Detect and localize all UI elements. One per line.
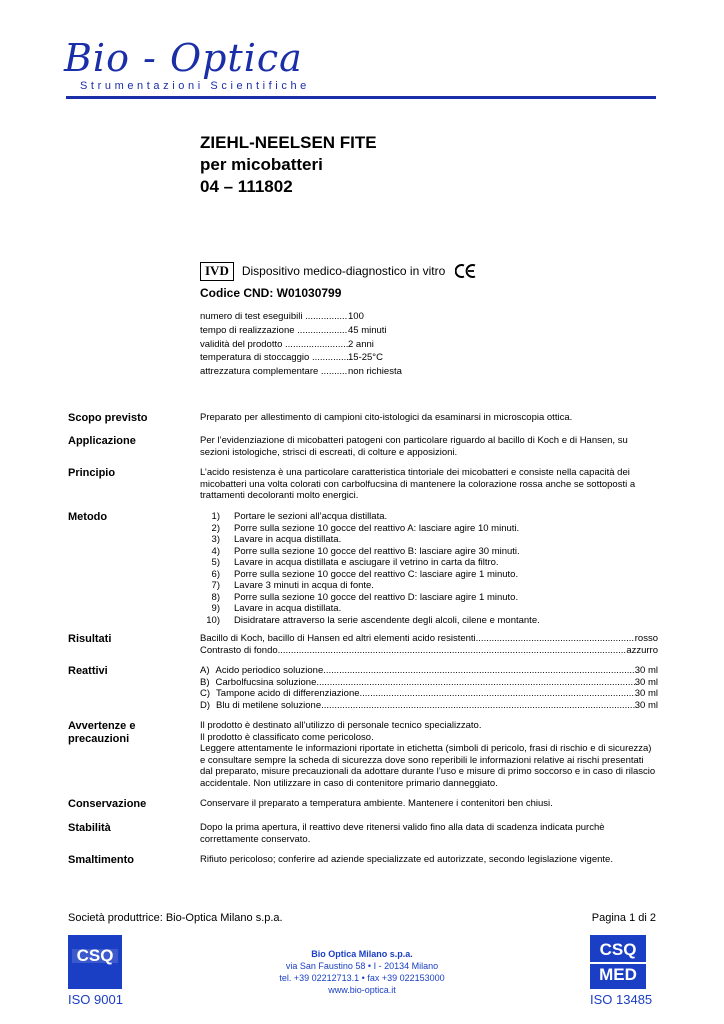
section-body: Il prodotto è destinato all’utilizzo di personale tecnico specializzato. Il prodotto è classificato come pericoloso. Leggere attentamente le informazioni riportate in etichetta (simboli di pericolo, frasi di rischio e di sicurezza) e consultare sempre la scheda di sicurezza dove sono reperibili le informazioni relative ai rischi presentati dal preparato, misure precauzionali da adottare durante l’uso e misure di primo soccorso e in caso di rilascio accidentale. Non utilizzare in caso di contenitore primario danneggiato. bbox=[200, 720, 656, 789]
contact-block bbox=[230, 948, 494, 996]
section-title: Principio bbox=[68, 467, 116, 479]
spec-value: 45 minuti bbox=[348, 324, 387, 336]
spec-value: 2 anni bbox=[348, 338, 374, 350]
method-steps bbox=[200, 511, 658, 626]
reagent-row: D) Blu di metilene soluzione ..... 30 ml bbox=[200, 700, 658, 712]
reagent-row: B) Carbolfucsina soluzione ..... 30 ml bbox=[200, 677, 658, 689]
section-title: Smaltimento bbox=[68, 854, 135, 866]
list-item: 3) Lavare in acqua distillata. bbox=[211, 534, 342, 545]
section-title: Applicazione bbox=[68, 435, 136, 447]
footer-company: Società produttrice: Bio-Optica Milano s.p.a. bbox=[68, 912, 283, 924]
reagent-row: A) Acido periodico soluzione ..... 30 ml bbox=[200, 665, 658, 677]
cnd-code: Codice CND: W01030799 bbox=[200, 286, 342, 300]
ivd-row bbox=[200, 261, 477, 281]
spec-label: numero di test eseguibili ..... bbox=[200, 310, 348, 324]
spec-label: tempo di realizzazione ..... bbox=[200, 324, 348, 338]
med-text: MED bbox=[599, 965, 637, 984]
section-body: Conservare il preparato a temperatura ambiente. Mantenere i contenitori ben chiusi. bbox=[200, 798, 553, 809]
section-title: Avvertenze e precauzioni bbox=[68, 720, 136, 745]
header-divider bbox=[66, 96, 656, 99]
section-body: L’acido resistenza è una particolare caratteristica tintoriale dei micobatteri e consiste nella capacità dei micobatteri una volta colorati con carbolfucsina di mantenere la colorazione rossa anche se sottoposti a trattamenti decoloranti molto energici. bbox=[200, 467, 636, 501]
section-title: Metodo bbox=[68, 511, 108, 523]
contact-address: via San Faustino 58 • I - 20134 Milano bbox=[285, 961, 439, 971]
iso-9001-label: ISO 9001 bbox=[68, 992, 123, 1007]
product-title bbox=[200, 132, 377, 198]
title-line-2: per micobatteri bbox=[200, 155, 323, 174]
spec-label: attrezzatura complementare ..... bbox=[200, 365, 348, 379]
ivd-description: Dispositivo medico-diagnostico in vitro bbox=[241, 264, 446, 278]
result-row: Contrasto di fondo ..... azzurro bbox=[200, 645, 658, 657]
reagents-list bbox=[200, 665, 658, 711]
list-item: 9) Lavare in acqua distillata. bbox=[211, 603, 342, 614]
list-item: 4) Porre sulla sezione 10 gocce del reattivo B: lasciare agire 30 minuti. bbox=[211, 545, 520, 557]
spec-row bbox=[200, 365, 402, 379]
spec-row bbox=[200, 324, 402, 338]
spec-value: 15-25°C bbox=[348, 352, 383, 364]
section-title: Risultati bbox=[68, 633, 112, 645]
spec-label: validità del prodotto ..... bbox=[200, 338, 348, 352]
spec-label: temperatura di stoccaggio ..... bbox=[200, 351, 348, 365]
title-line-3: 04 – 111802 bbox=[200, 177, 293, 196]
csq-logo bbox=[68, 935, 122, 989]
list-item: 5) Lavare in acqua distillata e asciugare il vetrino in carta da filtro. bbox=[211, 557, 499, 568]
section-body: Rifiuto pericoloso; conferire ad aziende specializzate ed autorizzate, secondo legislazione vigente. bbox=[200, 854, 613, 865]
page-number: Pagina 1 di 2 bbox=[591, 912, 656, 924]
specs-list bbox=[200, 310, 402, 379]
company-logo bbox=[64, 36, 310, 96]
spec-value: non richiesta bbox=[348, 366, 402, 378]
contact-phone: tel. +39 02212713.1 • fax +39 022153000 bbox=[279, 973, 445, 983]
list-item: 7) Lavare 3 minuti in acqua di fonte. bbox=[211, 580, 374, 591]
reagent-row: C) Tampone acido di differenziazione ..... 30 ml bbox=[200, 688, 658, 700]
spec-row bbox=[200, 351, 402, 365]
section-body: Dopo la prima apertura, il reattivo deve ritenersi valido fino alla data di scadenza indicata purchè correttamente conservato. bbox=[200, 822, 605, 845]
logo-subtitle: Strumentazioni Scientifiche bbox=[80, 80, 310, 92]
spec-value: 100 bbox=[348, 311, 364, 322]
logo-text: Bio - Optica bbox=[64, 36, 303, 80]
section-title: Scopo previsto bbox=[68, 412, 148, 424]
csq-med-logo bbox=[590, 935, 646, 989]
section-title: Stabilità bbox=[68, 822, 111, 834]
list-item: 2) Porre sulla sezione 10 gocce del reattivo A: lasciare agire 10 minuti. bbox=[211, 522, 520, 534]
section-title: Conservazione bbox=[68, 798, 147, 810]
section-body: Per l’evidenziazione di micobatteri patogeni con particolare riguardo al bacillo di Koch e di Hansen, su sezioni istologiche, strisci di escreati, di colture e apposizioni. bbox=[200, 435, 628, 458]
list-item: 6) Porre sulla sezione 10 gocce del reattivo C: lasciare agire 1 minuto. bbox=[211, 568, 519, 580]
csq-logo-text: CSQ bbox=[76, 946, 114, 965]
ce-mark-icon bbox=[455, 263, 477, 279]
contact-name: Bio Optica Milano s.p.a. bbox=[311, 949, 413, 959]
csq-text: CSQ bbox=[590, 939, 646, 964]
section-body: Preparato per allestimento di campioni cito-istologici da esaminarsi in microscopia ottica. bbox=[200, 412, 573, 423]
contact-website[interactable]: www.bio-optica.it bbox=[328, 985, 396, 995]
results-list bbox=[200, 633, 658, 656]
title-line-1: ZIEHL-NEELSEN FITE bbox=[200, 133, 377, 152]
list-item: 10) Disidratare attraverso la serie ascendente degli alcoli, cilene e montante. bbox=[206, 614, 540, 626]
section-title: Reattivi bbox=[68, 665, 108, 677]
list-item: 8) Porre sulla sezione 10 gocce del reattivo D: lasciare agire 1 minuto. bbox=[211, 591, 519, 603]
result-row: Bacillo di Koch, bacillo di Hansen ed altri elementi acido resistenti ..... rosso bbox=[200, 633, 658, 645]
iso-13485-label: ISO 13485 bbox=[590, 992, 653, 1007]
spec-row bbox=[200, 338, 402, 352]
list-item: 1) Portare le sezioni all’acqua distillata. bbox=[211, 511, 388, 522]
ivd-badge: IVD bbox=[200, 262, 234, 281]
spec-row bbox=[200, 310, 402, 324]
